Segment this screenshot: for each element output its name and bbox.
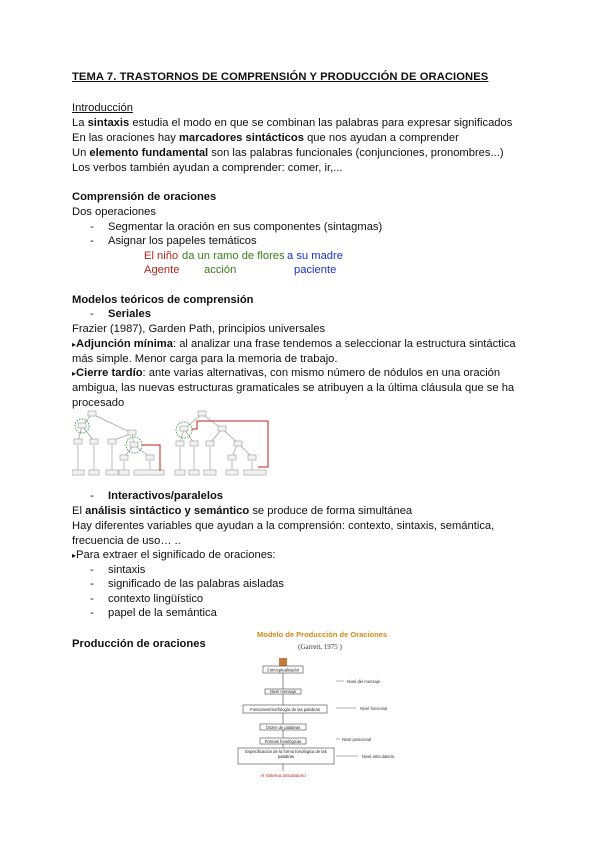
example-patient: a su madre	[287, 250, 343, 262]
dash-marker: -	[90, 308, 94, 320]
intro-line-2: En las oraciones hay marcadores sintácticos que nos ayudan a comprender	[72, 132, 459, 144]
page-title: TEMA 7. TRASTORNOS DE COMPRENSIÓN Y PRODUCCIÓN DE ORACIONES	[72, 71, 489, 83]
comprension-item: Asignar los papeles temáticos	[108, 235, 257, 247]
parse-tree-figure	[72, 409, 274, 485]
label-agent: Agente	[144, 264, 180, 276]
analisis-line: El análisis sintáctico y semántico se produce de forma simultánea	[72, 505, 413, 517]
intro-line-4: Los verbos también ayudan a comprender: comer, ir,...	[72, 162, 343, 174]
fig-subtitle: (Garrett, 1975 )	[298, 643, 342, 651]
list-item: significado de las palabras aisladas	[108, 578, 285, 590]
cierre-line-2: ambigua, las nuevas estructuras gramaticales se atribuyen a la última cláusula que se ha	[72, 382, 515, 394]
variables-line: Hay diferentes variables que ayudan a la comprensión: contexto, sintaxis, semántica,	[72, 520, 495, 532]
dash-marker: -	[90, 578, 94, 590]
side-label: Nivel posicional	[342, 737, 372, 742]
intro-line-1: La sintaxis estudia el modo en que se combinan las palabras para expresar significados	[72, 117, 513, 129]
dash-marker: -	[90, 221, 94, 233]
para-line: ▸Para extraer el significado de oraciones:	[72, 549, 276, 561]
list-item: contexto lingüístico	[108, 593, 204, 605]
box-label: Funciones/morfología de las palabras	[250, 707, 320, 712]
comprension-item: Segmentar la oración en sus componentes (sintagmas)	[108, 221, 383, 233]
comprension-heading: Comprensión de oraciones	[72, 191, 217, 203]
list-item: sintaxis	[108, 564, 146, 576]
side-label: Nivel del mensaje	[347, 679, 381, 684]
dash-marker: -	[90, 607, 94, 619]
adjuncion-line: ▸Adjunción mínima: al analizar una frase tendemos a seleccionar la estructura sintáctica	[72, 338, 516, 350]
box-label: Formas fonológicas	[264, 739, 302, 744]
interactivos-heading: Interactivos/paralelos	[108, 490, 224, 502]
intro-line-3: Un elemento fundamental son las palabras funcionales (conjunciones, pronombres...)	[72, 147, 504, 159]
box-label: Nivel mensaje	[269, 689, 297, 694]
box-label: Orden de palabras	[265, 725, 301, 730]
comprension-intro: Dos operaciones	[72, 206, 156, 218]
label-action: acción	[204, 264, 237, 276]
frazier-line: Frazier (1987), Garden Path, principios universales	[72, 323, 326, 335]
dash-marker: -	[90, 564, 94, 576]
produccion-heading: Producción de oraciones	[72, 638, 206, 650]
fig-title: Modelo de Producción de Oraciones	[256, 630, 388, 639]
seriales-heading: Seriales	[108, 308, 151, 320]
example-action: da un ramo de flores	[182, 250, 285, 262]
production-model-figure	[232, 628, 412, 780]
box-label: Especificación de la forma fonológica de las palabras	[245, 749, 327, 759]
list-item: papel de la semántica	[108, 607, 217, 619]
variables-line-2: frecuencia de uso… ..	[72, 535, 181, 547]
label-patient: paciente	[294, 264, 337, 276]
dash-marker: -	[90, 593, 94, 605]
modelos-heading: Modelos teóricos de comprensión	[72, 294, 254, 306]
side-label: Nivel funcional	[360, 706, 388, 711]
dash-marker: -	[90, 235, 94, 247]
example-agent: El niño	[144, 250, 179, 262]
cierre-line: ▸Cierre tardío: ante varias alternativas, con mismo número de nódulos en una oración	[72, 367, 501, 379]
box-label: Conceptualizador	[266, 667, 300, 673]
side-label: Nivel articulatorio	[362, 754, 395, 759]
fig-bottom-label: Al sistema articulatorio	[260, 773, 306, 778]
adjuncion-line-2: más simple. Menor carga para la memoria de trabajo.	[72, 353, 338, 365]
dash-marker: -	[90, 490, 94, 502]
cierre-line-3: procesado	[72, 397, 125, 409]
speaker-icon	[279, 658, 287, 666]
intro-heading: Introducción	[72, 102, 133, 114]
